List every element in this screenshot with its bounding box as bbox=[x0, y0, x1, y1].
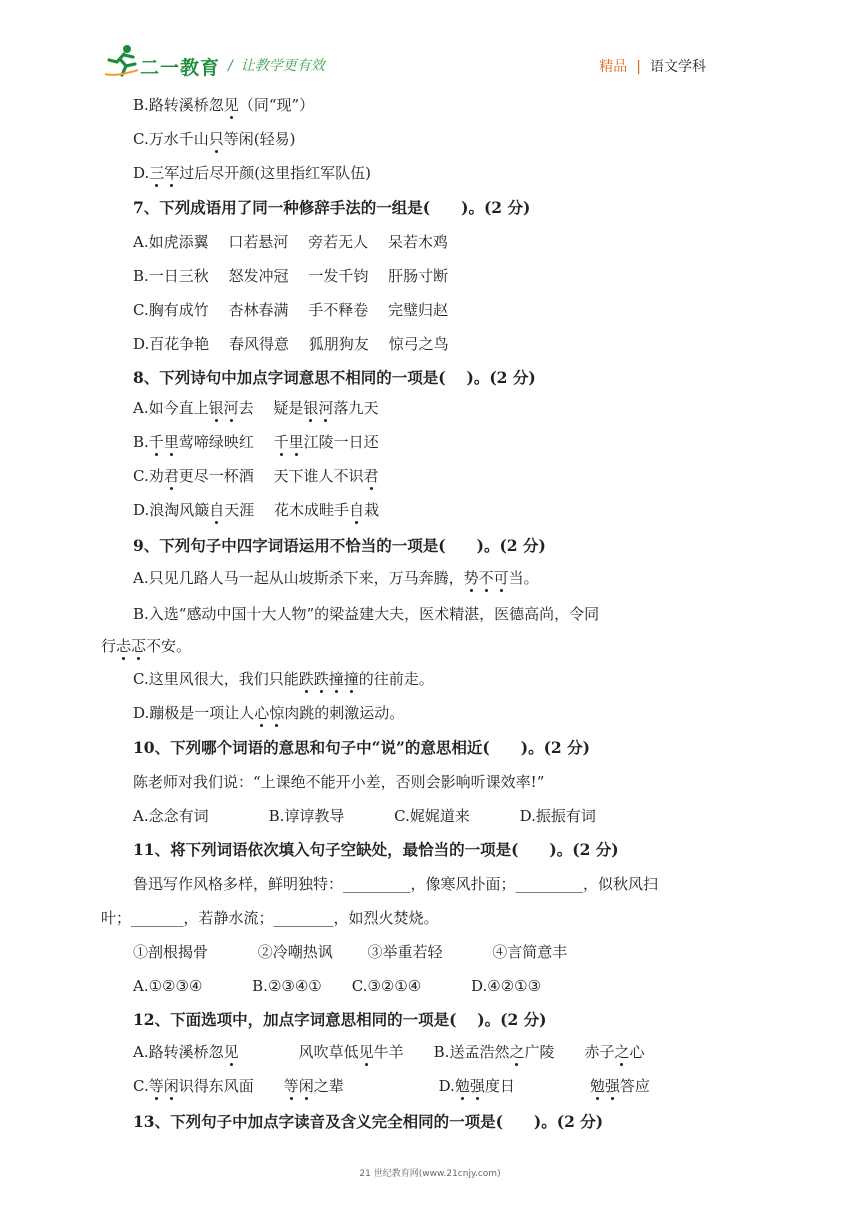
text-line: A.如虎添翼 口若悬河 旁若无人 呆若木鸡 bbox=[133, 233, 448, 251]
text-line: B.入选“感动中国十大人物”的梁益建大夫，医术精湛，医德高尚，令同 bbox=[133, 605, 600, 623]
emphasis-dot-char: 势 bbox=[463, 569, 479, 587]
emphasis-dot-char: 跌 bbox=[298, 670, 314, 688]
question-stem: 8、下列诗句中加点字词意思不相同的一项是( )。(2 分) bbox=[133, 368, 536, 387]
tag-subject: 语文学科 bbox=[650, 59, 706, 75]
emphasis-dot-char: 河 bbox=[223, 399, 239, 417]
emphasis-dot-char: 自 bbox=[209, 501, 225, 519]
text-line: C.等闲识得东风面 等闲之辈 D.勉强度日 勉强答应 bbox=[133, 1077, 650, 1095]
page-header bbox=[0, 0, 860, 92]
emphasis-dot-char: 不 bbox=[478, 569, 494, 587]
page-footer: 21 世纪教育网(www.21cnjy.com) bbox=[359, 1169, 501, 1179]
emphasis-dot-char: 里 bbox=[288, 433, 304, 451]
emphasis-dot-char: 见 bbox=[223, 1043, 239, 1061]
question-stem: 11、将下列词语依次填入句子空缺处，最恰当的一项是( )。(2 分) bbox=[133, 840, 619, 859]
question-stem: 7、下列成语用了同一种修辞手法的一组是( )。(2 分) bbox=[133, 198, 531, 217]
emphasis-dot-char: 等 bbox=[283, 1077, 299, 1095]
text-line: B.千里莺啼绿映红 千里江陵一日还 bbox=[133, 433, 379, 451]
emphasis-dot-char: 心 bbox=[254, 704, 270, 722]
emphasis-dot-char: 忑 bbox=[131, 637, 147, 655]
text-line: 鲁迅写作风格多样，鲜明独特：_________，像寒风扑面；_________，似秋风扫 bbox=[133, 875, 659, 893]
question-stem: 12、下面选项中，加点字词意思相同的一项是( )。(2 分) bbox=[133, 1010, 547, 1029]
emphasis-dot-char: 强 bbox=[604, 1077, 620, 1095]
emphasis-dot-char: 闲 bbox=[163, 1077, 179, 1095]
text-line: A.念念有词 B.谆谆教导 C.娓娓道来 D.振振有词 bbox=[133, 807, 596, 825]
question-stem: 9、下列句子中四字词语运用不恰当的一项是( )。(2 分) bbox=[133, 536, 546, 555]
text-line: B.路转溪桥忽见（同“现”） bbox=[133, 96, 315, 114]
text-line: B.一日三秋 怒发冲冠 一发千钧 肝肠寸断 bbox=[133, 267, 449, 285]
emphasis-dot-char: 勉 bbox=[589, 1077, 605, 1095]
tag-premium: 精品 bbox=[599, 59, 628, 75]
emphasis-dot-char: 君 bbox=[163, 467, 179, 485]
text-line: 叶；_______，若静水流；________，如烈火焚烧。 bbox=[101, 909, 439, 927]
text-line: 陈老师对我们说：“上课绝不能开小差，否则会影响听课效率!” bbox=[133, 773, 545, 791]
emphasis-dot-char: 自 bbox=[349, 501, 365, 519]
text-line: ①剖根揭骨 ②冷嘲热讽 ③举重若轻 ④言简意丰 bbox=[133, 943, 568, 961]
runner-logo-icon bbox=[104, 44, 140, 78]
emphasis-dot-char: 君 bbox=[363, 467, 379, 485]
text-line: C.这里风很大，我们只能跌跌撞撞的往前走。 bbox=[133, 670, 434, 688]
site-logo[interactable] bbox=[104, 44, 344, 84]
text-line: 行忐忑不安。 bbox=[101, 637, 192, 655]
text-line: D.浪淘风簸自天涯 花木成畦手自栽 bbox=[133, 501, 380, 519]
emphasis-dot-char: 千 bbox=[273, 433, 289, 451]
text-line: A.①②③④ B.②③④① C.③②①④ D.④②①③ bbox=[133, 977, 542, 995]
subject-tags bbox=[599, 56, 706, 76]
question-stem: 13、下列句子中加点字读音及含义完全相同的一项是( )。(2 分) bbox=[133, 1112, 604, 1131]
emphasis-dot-char: 河 bbox=[318, 399, 334, 417]
text-line: A.如今直上银河去 疑是银河落九天 bbox=[133, 399, 379, 417]
emphasis-dot-char: 见 bbox=[223, 96, 239, 114]
emphasis-dot-char: 只 bbox=[208, 130, 224, 148]
text-line: D.百花争艳 春风得意 狐朋狗友 惊弓之鸟 bbox=[133, 335, 449, 353]
emphasis-dot-char: 千 bbox=[148, 433, 164, 451]
emphasis-dot-char: 撞 bbox=[328, 670, 344, 688]
slogan-slash: / bbox=[228, 58, 233, 74]
emphasis-dot-char: 银 bbox=[303, 399, 319, 417]
brand-name: 二一教育 bbox=[140, 57, 221, 79]
text-line: A.路转溪桥忽见 风吹草低见牛羊 B.送孟浩然之广陵 赤子之心 bbox=[133, 1043, 645, 1061]
text-line: D.蹦极是一项让人心惊肉跳的刺激运动。 bbox=[133, 704, 405, 722]
emphasis-dot-char: 之 bbox=[614, 1043, 630, 1061]
emphasis-dot-char: 军 bbox=[164, 164, 180, 182]
text-line: C.劝君更尽一杯酒 天下谁人不识君 bbox=[133, 467, 379, 485]
text-line: C.万水千山只等闲(轻易) bbox=[133, 130, 296, 148]
emphasis-dot-char: 忐 bbox=[116, 637, 132, 655]
emphasis-dot-char: 见 bbox=[358, 1043, 374, 1061]
emphasis-dot-char: 强 bbox=[469, 1077, 485, 1095]
emphasis-dot-char: 跌 bbox=[313, 670, 329, 688]
text-line: A.只见几路人马一起从山坡斯杀下来，万马奔腾，势不可当。 bbox=[133, 569, 539, 587]
slogan-text: 让教学更有效 bbox=[240, 58, 325, 74]
emphasis-dot-char: 等 bbox=[148, 1077, 164, 1095]
text-line: D.三军过后尽开颜(这里指红军队伍) bbox=[133, 164, 372, 182]
question-stem: 10、下列哪个词语的意思和句子中“说”的意思相近( )。(2 分) bbox=[133, 738, 590, 757]
emphasis-dot-char: 银 bbox=[208, 399, 224, 417]
emphasis-dot-char: 三 bbox=[149, 164, 165, 182]
emphasis-dot-char: 闲 bbox=[298, 1077, 314, 1095]
tag-separator: | bbox=[636, 59, 641, 75]
text-line: C.胸有成竹 杏林春满 手不释卷 完璧归赵 bbox=[133, 301, 449, 319]
emphasis-dot-char: 里 bbox=[163, 433, 179, 451]
emphasis-dot-char: 可 bbox=[493, 569, 509, 587]
emphasis-dot-char: 撞 bbox=[343, 670, 359, 688]
emphasis-dot-char: 勉 bbox=[454, 1077, 470, 1095]
emphasis-dot-char: 之 bbox=[509, 1043, 525, 1061]
slogan bbox=[228, 55, 325, 75]
emphasis-dot-char: 惊 bbox=[269, 704, 285, 722]
